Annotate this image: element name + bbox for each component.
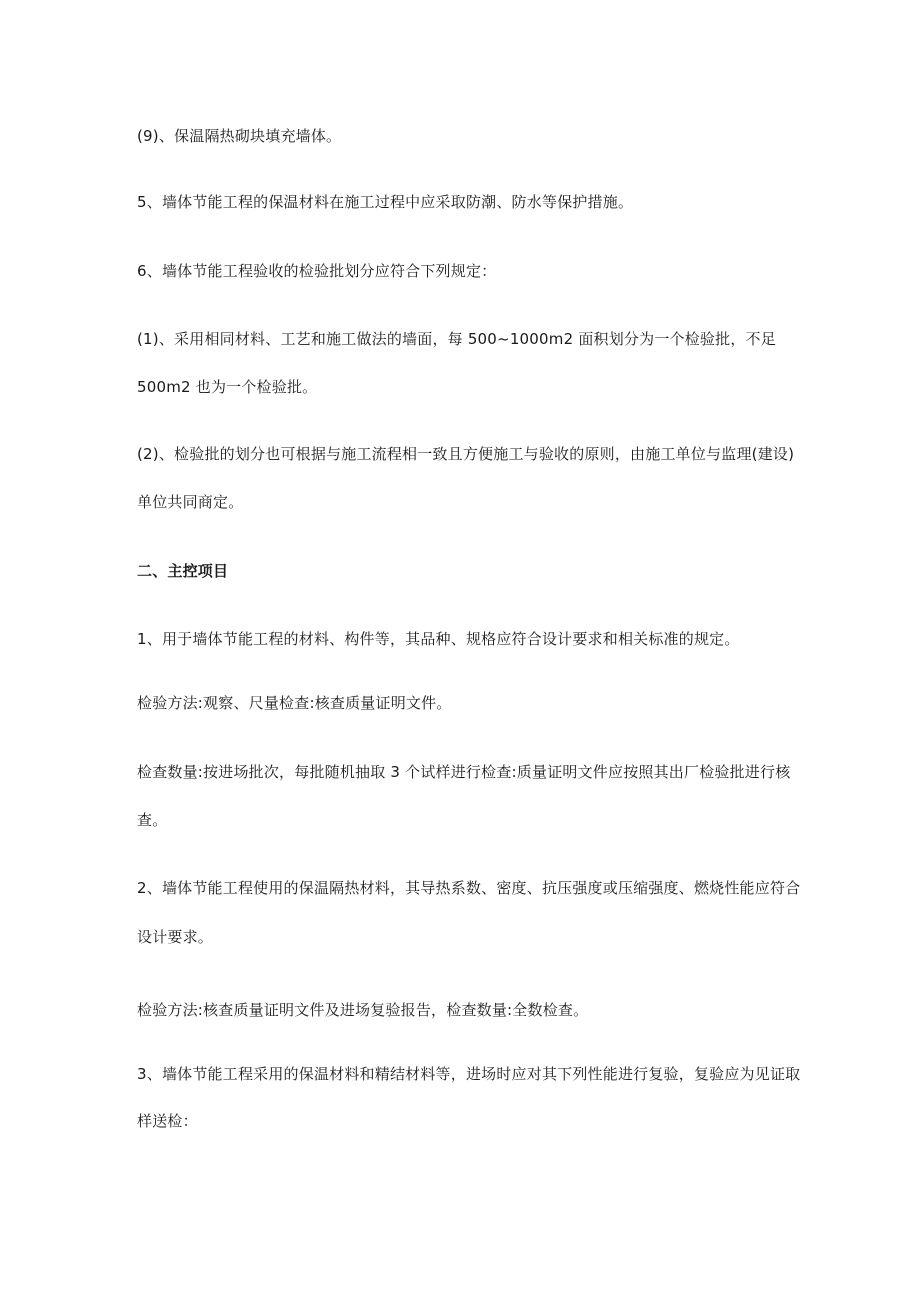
item-9-line: (9)、保温隔热砌块填充墙体。 xyxy=(137,127,342,145)
sub-item-2-line-1: (2)、检验批的划分也可根据与施工流程相一致且方便施工与验收的原则，由施工单位与监理(建设) xyxy=(137,445,795,463)
control-item-3-line-1: 3、墙体节能工程采用的保温材料和精结材料等，进场时应对其下列性能进行复验，复验应为见证取 xyxy=(137,1065,801,1083)
section-heading: 二、主控项目 xyxy=(137,562,229,580)
control-item-1-line: 1、用于墙体节能工程的材料、构件等，其品种、规格应符合设计要求和相关标准的规定。 xyxy=(137,630,740,648)
inspection-method-1: 检验方法:观察、尺量检查:核查质量证明文件。 xyxy=(137,694,452,712)
inspection-quantity-line-2: 查。 xyxy=(137,811,168,829)
clause-5-line: 5、墙体节能工程的保温材料在施工过程中应采取防潮、防水等保护措施。 xyxy=(137,193,634,211)
sub-item-2-line-2: 单位共同商定。 xyxy=(137,493,244,511)
control-item-2-line-2: 设计要求。 xyxy=(137,928,214,946)
inspection-method-2: 检验方法:核查质量证明文件及进场复验报告，检查数量:全数检查。 xyxy=(137,1001,589,1019)
control-item-3-line-2: 样送检： xyxy=(137,1112,198,1130)
clause-6-line: 6、墙体节能工程验收的检验批划分应符合下列规定： xyxy=(137,262,497,280)
inspection-quantity-line-1: 检查数量:按进场批次，每批随机抽取 3 个试样进行检查:质量证明文件应按照其出厂检验批进行核 xyxy=(137,763,791,781)
sub-item-1-line-2: 500m2 也为一个检验批。 xyxy=(137,378,318,396)
control-item-2-line-1: 2、墙体节能工程使用的保温隔热材料，其导热系数、密度、抗压强度或压缩强度、燃烧性能应符合 xyxy=(137,879,801,897)
sub-item-1-line-1: (1)、采用相同材料、工艺和施工做法的墙面，每 500~1000m2 面积划分为一个检验批，不足 xyxy=(137,330,776,348)
